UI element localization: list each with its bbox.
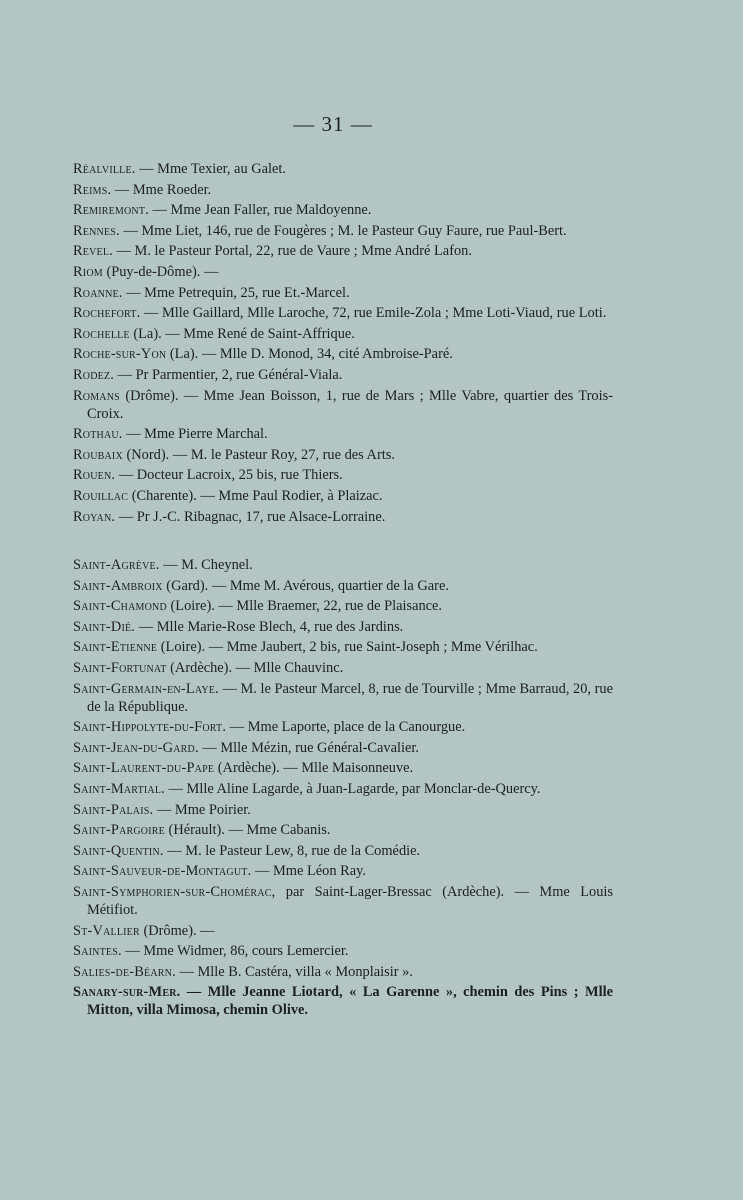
entry-details: (Ardèche). — Mlle Chauvinc. <box>166 659 344 676</box>
entry-details: — M. le Pasteur Lew, 8, rue de la Comédie. <box>163 842 421 859</box>
directory-entry <box>73 466 613 484</box>
place-name: Réalville. <box>73 161 136 177</box>
entry-details: — Mlle Gaillard, Mlle Laroche, 72, rue Emile-Zola ; Mme Loti-Viaud, rue Loti. <box>140 305 607 322</box>
page-number: — 31 — <box>293 112 373 136</box>
entry-details: (Hérault). — Mme Cabanis. <box>164 822 331 839</box>
place-name: Saint-Agrève. <box>73 557 160 573</box>
directory-entry <box>73 821 613 839</box>
entry-details: — Pr Parmentier, 2, rue Général-Viala. <box>114 366 343 383</box>
directory-entry <box>73 680 613 716</box>
directory-entry <box>73 659 613 677</box>
entry-details: (Charente). — Mme Paul Rodier, à Plaizac. <box>128 487 383 504</box>
entry-details: (Loire). — Mlle Braemer, 22, rue de Plaisance. <box>166 598 443 615</box>
directory-entry <box>73 160 613 178</box>
entry-details: — Docteur Lacroix, 25 bis, rue Thiers. <box>115 467 343 484</box>
place-name: Riom <box>73 263 103 280</box>
directory-entry <box>73 222 613 240</box>
entry-details: — Mlle Mézin, rue Général-Cavalier. <box>198 739 419 756</box>
place-name: Saint-Martial. <box>73 780 165 797</box>
place-name: Roanne. <box>73 284 123 301</box>
place-name: Saint-Hippolyte-du-Fort. <box>73 719 227 736</box>
entry-details: — M. le Pasteur Marcel, 8, rue de Tourville ; Mme Barraud, 20, rue de la République. <box>87 680 613 715</box>
directory-entry <box>73 963 613 981</box>
place-name: Rodez. <box>73 366 115 383</box>
entry-details: (Puy-de-Dôme). — <box>102 263 219 280</box>
place-name: Rouen. <box>73 467 116 484</box>
place-name: Rochefort. <box>73 305 141 322</box>
entry-details: — Pr J.-C. Ribagnac, 17, rue Alsace-Lorraine. <box>115 508 386 525</box>
place-name: St-Vallier <box>73 922 140 939</box>
place-name: Revel. <box>73 243 113 260</box>
entry-details: — Mme Laporte, place de la Canourgue. <box>226 719 466 736</box>
entry-details: (Loire). — Mme Jaubert, 2 bis, rue Saint-Joseph ; Mme Vérilhac. <box>157 639 538 656</box>
place-name: Saint-Quentin. <box>73 842 164 859</box>
entry-details: (Gard). — Mme M. Avérous, quartier de la Gare. <box>162 577 449 594</box>
entry-details: — Mme Roeder. <box>111 181 212 198</box>
directory-entry <box>73 983 613 1019</box>
place-name: Reims. <box>73 181 112 198</box>
place-name: Saint-Jean-du-Gard. <box>73 739 199 756</box>
entry-details: — M. Cheynel. <box>159 557 253 573</box>
entry-details: (Ardèche). — Mlle Maisonneuve. <box>214 760 414 777</box>
entry-details: — Mme Pierre Marchal. <box>122 426 268 443</box>
place-name: Saintes. <box>73 943 122 960</box>
directory-entry <box>73 883 613 919</box>
directory-entry <box>73 718 613 736</box>
directory-entry <box>73 739 613 757</box>
place-name: Saint-Etienne <box>73 639 158 656</box>
directory-entry <box>73 618 613 636</box>
directory-entry <box>73 842 613 860</box>
entry-details: — Mme Texier, au Galet. <box>135 161 286 177</box>
place-name: Rochelle <box>73 325 130 342</box>
place-name: Saint-Sauveur-de-Montagut. <box>73 863 252 880</box>
directory-entry <box>73 942 613 960</box>
directory-entry <box>73 508 613 526</box>
entry-details: (Drôme). — <box>139 922 215 939</box>
place-name: Roubaix <box>73 446 123 463</box>
directory-entry <box>73 556 613 574</box>
entry-details: — Mme Liet, 146, rue de Fougères ; M. le Pasteur Guy Faure, rue Paul-Bert. <box>119 222 567 239</box>
place-name: Saint-Laurent-du-Pape <box>73 760 215 777</box>
entry-details: — Mlle B. Castéra, villa « Monplaisir ». <box>175 963 413 980</box>
place-name: Remiremont. <box>73 202 149 219</box>
directory-entry <box>73 862 613 880</box>
entry-details: — M. le Pasteur Portal, 22, rue de Vaure ; Mme André Lafon. <box>112 243 472 260</box>
place-name: Saint-Ambroix <box>73 577 163 594</box>
entry-details: — Mme Widmer, 86, cours Lemercier. <box>121 943 349 960</box>
place-name: Saint-Symphorien-sur-Chomérac, <box>73 883 276 900</box>
place-name: Rothau. <box>73 426 123 443</box>
place-name: Saint-Dié. <box>73 618 136 635</box>
place-name: Roche-sur-Yon <box>73 346 167 363</box>
directory-entry <box>73 638 613 656</box>
directory-entry <box>73 577 613 595</box>
entry-details: — Mme Poirier. <box>153 801 251 818</box>
entry-details: — Mlle Jeanne Liotard, « La Garenne », chemin des Pins ; Mlle Mitton, villa Mimosa, chemin Olive. <box>87 984 613 1019</box>
directory-entry <box>73 425 613 443</box>
directory-entry <box>73 922 613 940</box>
directory-entry <box>73 759 613 777</box>
directory-entry <box>73 304 613 322</box>
entry-details: — Mlle Aline Lagarde, à Juan-Lagarde, par Monclar-de-Quercy. <box>164 780 541 797</box>
entry-details: par Saint-Lager-Bressac (Ardèche). — Mme Louis Métifiot. <box>87 883 613 918</box>
place-name: Romans <box>73 387 120 404</box>
place-name: Rouillac <box>73 487 129 504</box>
entry-details: (Nord). — M. le Pasteur Roy, 27, rue des Arts. <box>122 446 395 463</box>
entry-details: (La). — Mlle D. Monod, 34, cité Ambroise-Paré. <box>166 346 453 363</box>
directory-entry <box>73 242 613 260</box>
place-name: Saint-Fortunat <box>73 659 167 676</box>
directory-entry <box>73 181 613 199</box>
directory-section-s <box>73 556 613 1022</box>
entry-details: — Mme Jean Faller, rue Maldoyenne. <box>148 202 372 219</box>
place-name: Saint-Palais. <box>73 801 154 818</box>
entry-details: (Drôme). — Mme Jean Boisson, 1, rue de Mars ; Mlle Vabre, quartier des Trois-Croix. <box>87 387 613 422</box>
directory-entry <box>73 780 613 798</box>
directory-entry <box>73 801 613 819</box>
directory-entry <box>73 325 613 343</box>
directory-entry <box>73 487 613 505</box>
directory-entry <box>73 201 613 219</box>
directory-entry <box>73 446 613 464</box>
entry-details: (La). — Mme René de Saint-Affrique. <box>129 325 355 342</box>
place-name: Saint-Germain-en-Laye. <box>73 680 219 697</box>
directory-section-r <box>73 160 613 528</box>
place-name: Sanary-sur-Mer. <box>73 984 181 1001</box>
place-name: Saint-Pargoire <box>73 822 165 839</box>
directory-entry <box>73 387 613 423</box>
entry-details: — Mme Léon Ray. <box>251 863 366 880</box>
entry-details: — Mlle Marie-Rose Blech, 4, rue des Jardins. <box>135 618 404 635</box>
place-name: Saint-Chamond <box>73 598 167 615</box>
directory-entry <box>73 284 613 302</box>
place-name: Salies-de-Béarn. <box>73 963 176 980</box>
directory-entry <box>73 263 613 281</box>
directory-entry <box>73 345 613 363</box>
place-name: Royan. <box>73 508 116 525</box>
directory-entry <box>73 366 613 384</box>
entry-details: — Mme Petrequin, 25, rue Et.-Marcel. <box>122 284 350 301</box>
directory-entry <box>73 597 613 615</box>
place-name: Rennes. <box>73 222 120 239</box>
